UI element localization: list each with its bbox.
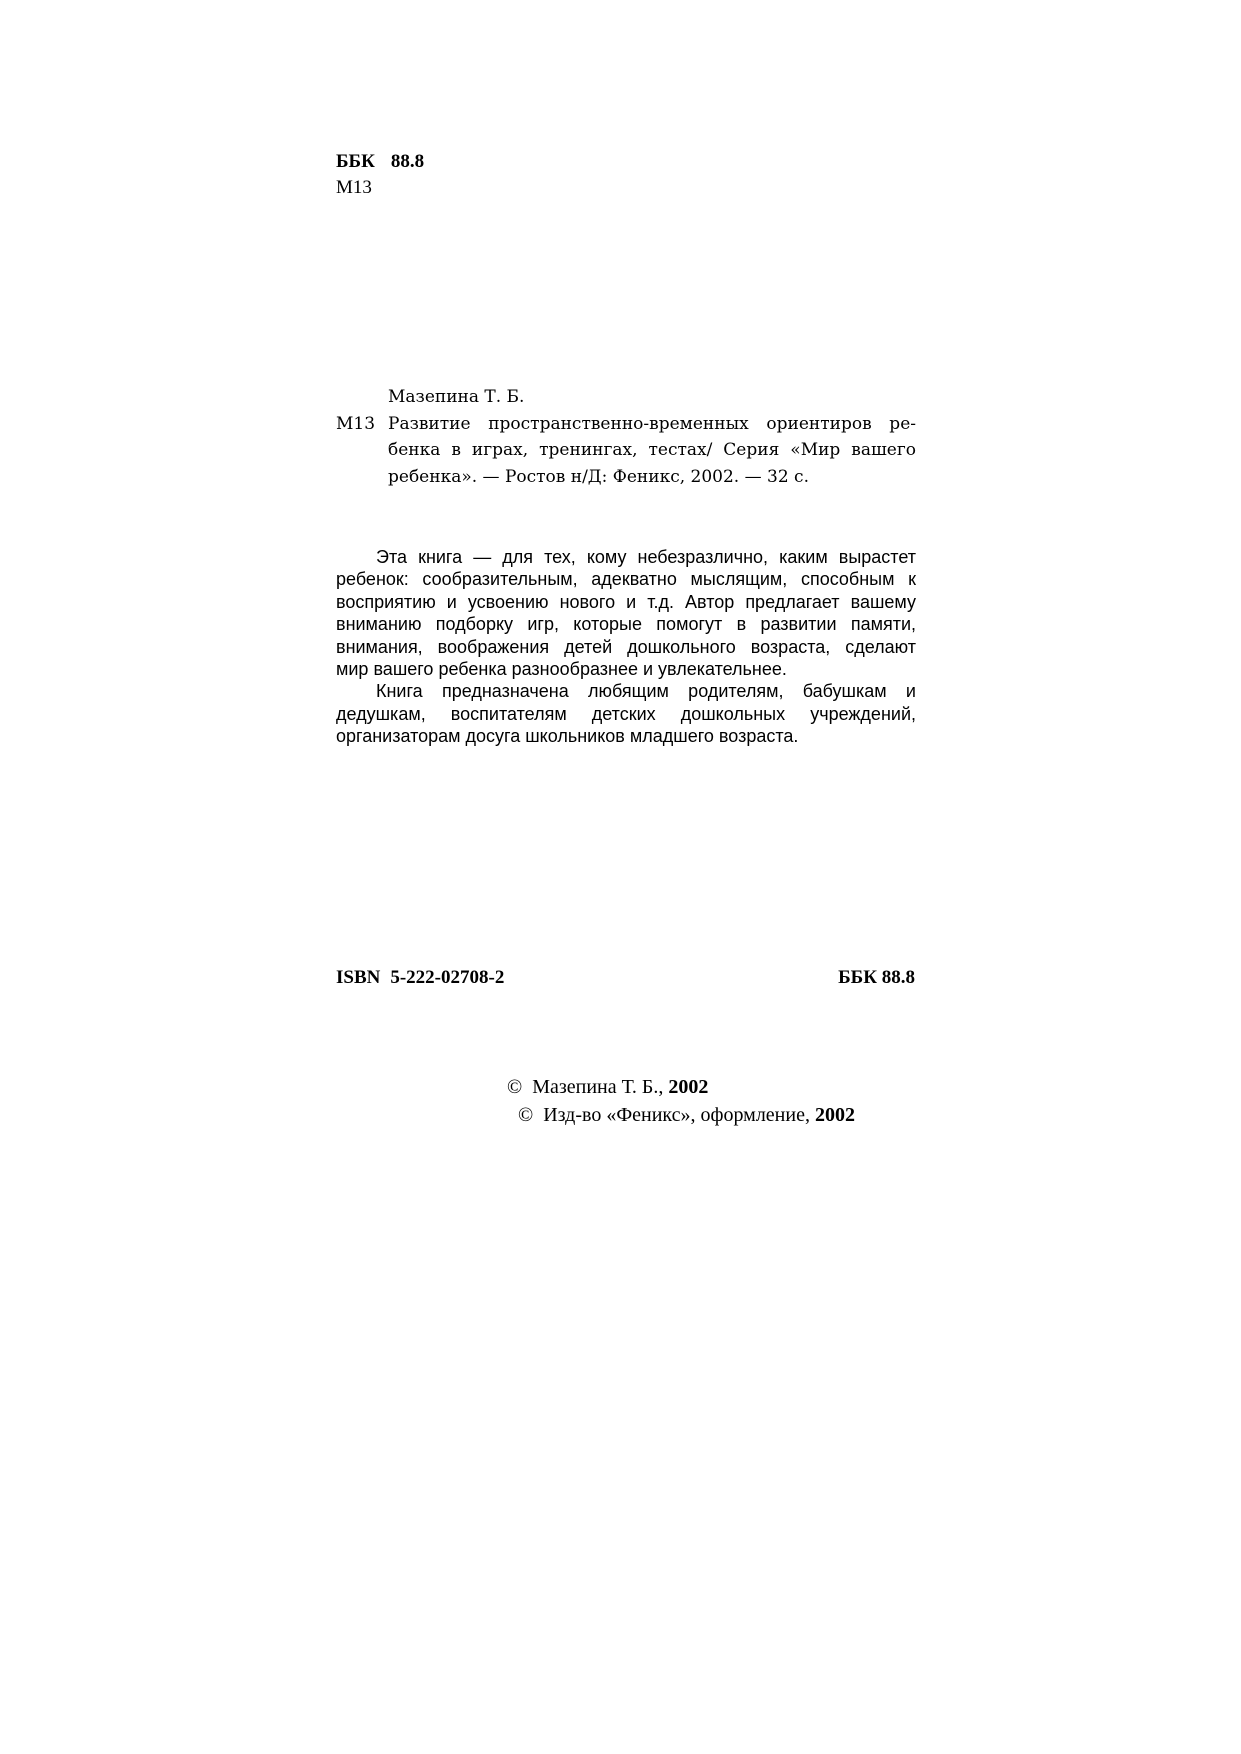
isbn — [336, 967, 504, 989]
isbn-number: 5-222-02708-2 — [390, 967, 505, 988]
annotation — [336, 546, 916, 748]
copyright-year: 2002 — [668, 1076, 709, 1098]
record-line: ребенка». — Ростов н/Д: Феникс, 2002. — 32 с. — [388, 466, 809, 487]
annotation-line: организаторам досуга школьников младшего возраста. — [336, 726, 799, 747]
bbk-code-right: ББК 88.8 — [838, 967, 915, 988]
bbk-classification — [336, 151, 424, 173]
bibliographic-record — [336, 384, 916, 490]
copyright-year: 2002 — [814, 1104, 855, 1126]
copyright-text: Изд-во «Феникс», оформление, — [543, 1104, 810, 1126]
record-author: Мазепина Т. Б. — [388, 387, 525, 407]
record-line: бенка в играх, тренингах, тестах/ Серия «Мир вашего — [388, 440, 916, 460]
record-line: Развитие пространственно-временных ориентиров ре- — [388, 413, 916, 434]
author-mark: М13 — [336, 177, 372, 198]
copyright-text: Мазепина Т. Б., — [532, 1076, 664, 1098]
copyright-author — [507, 1075, 708, 1099]
record-line-row — [336, 437, 916, 464]
copyright-icon: © — [518, 1104, 534, 1126]
annotation-line: ребенок: сообразительным, адекватно мыслящим, способным к — [336, 569, 916, 590]
record-author-row — [336, 384, 916, 411]
copyright-icon: © — [507, 1076, 523, 1098]
annotation-line: внимания, воображения детей дошкольного возраста, сделают — [336, 636, 916, 657]
annotation-line: Книга предназначена любящим родителям, бабушкам и — [376, 681, 916, 702]
annotation-line: восприятию и усвоению нового и т.д. Автор предлагает вашему — [336, 591, 916, 612]
annotation-line: дедушкам, воспитателям детских дошкольных учреждений, — [336, 703, 916, 724]
isbn-label: ISBN — [336, 967, 381, 988]
record-title-row — [336, 411, 916, 438]
record-mark: М13 — [336, 413, 376, 434]
annotation-line: вниманию подборку игр, которые помогут в развитии памяти, — [336, 614, 916, 635]
annotation-line: мир вашего ребенка разнообразнее и увлекательнее. — [336, 659, 787, 680]
bbk-code: 88.8 — [390, 151, 425, 172]
annotation-line: Эта книга — для тех, кому небезразлично, каким вырастет — [376, 547, 916, 567]
copyright-publisher — [518, 1103, 855, 1127]
bbk-label: ББК — [336, 151, 375, 172]
record-line-row — [336, 464, 916, 491]
